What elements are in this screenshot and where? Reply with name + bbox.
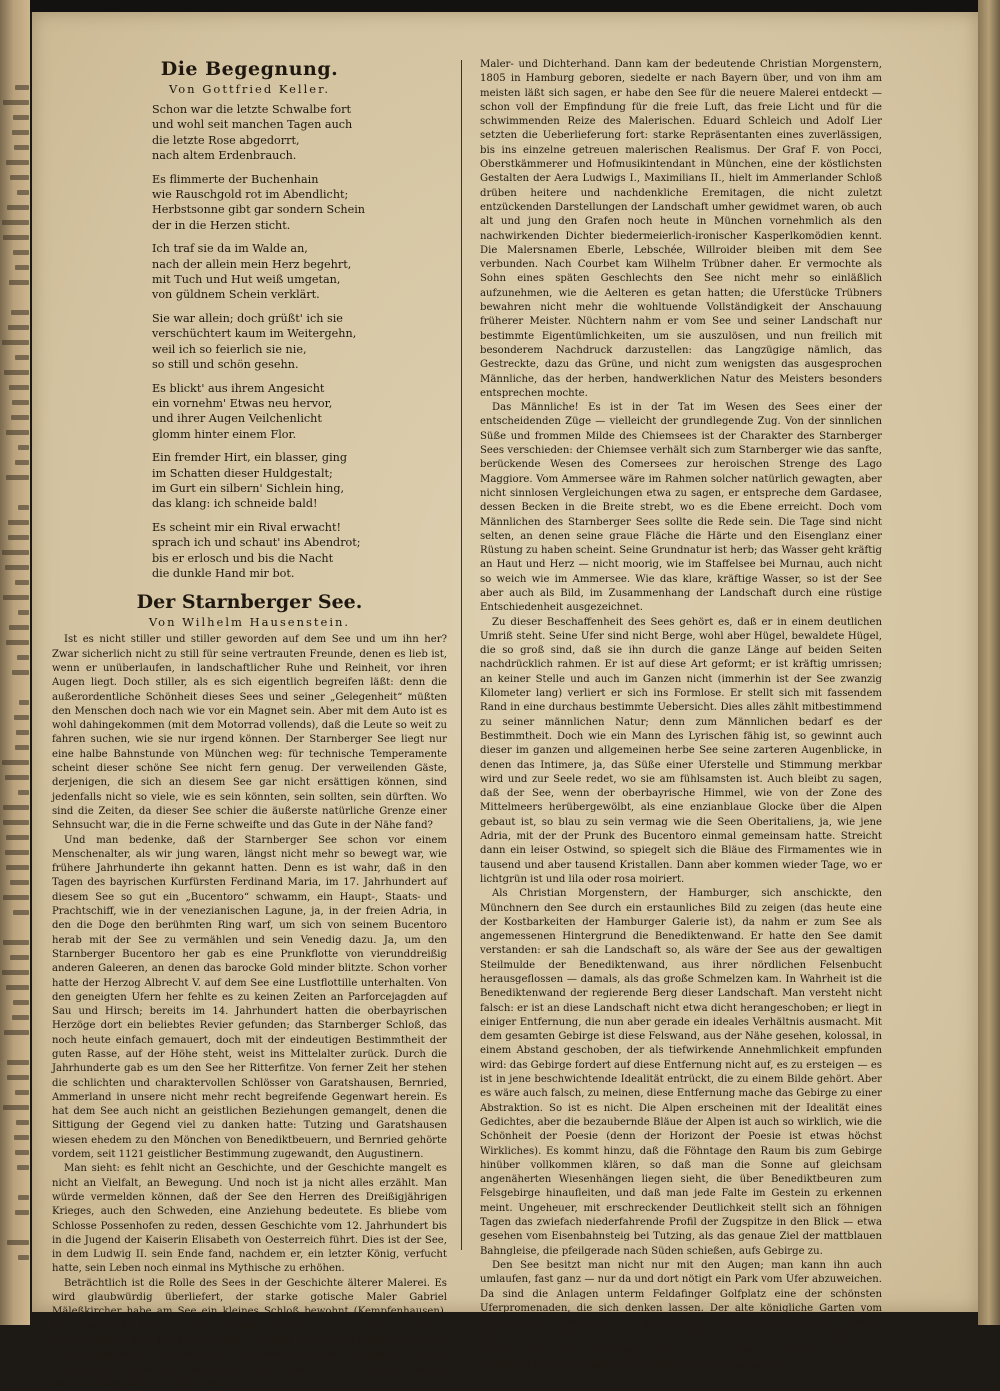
previous-page-text-fragment — [2, 760, 29, 765]
previous-page-text-fragment — [3, 940, 29, 945]
previous-page-text-fragment — [18, 790, 29, 795]
previous-page-text-fragment — [5, 850, 29, 855]
previous-page-text-fragment — [6, 985, 29, 990]
previous-page-text-fragment — [18, 610, 29, 615]
previous-page-text-fragment — [16, 730, 29, 735]
previous-page-text-fragment — [4, 1030, 29, 1035]
previous-page-text-fragment — [3, 595, 29, 600]
previous-page-text-fragment — [6, 475, 29, 480]
page-binding-edge — [978, 0, 1000, 1325]
previous-page-text-fragment — [13, 115, 29, 120]
previous-page-text-fragment — [6, 640, 29, 645]
previous-page-text-fragment — [9, 385, 29, 390]
previous-page-text-fragment — [6, 430, 29, 435]
previous-page-text-fragment — [18, 1195, 29, 1200]
previous-page-text-fragment — [12, 670, 29, 675]
previous-page-edge — [0, 0, 30, 1325]
article-paragraph: Maler- und Dichterhand. Dann kam der bedeutende Christian Morgenstern, 1805 in Hamburg geboren, siedelte er nach Bayern über, und von ihm am meisten läßt sich sagen, er habe den See für die neuere Malerei entdeckt — schon voll der Empfindung für die freie Luft, das freie Licht und für die schwimmenden Reize des Malerischen. Eduard Schleich und Adolf Lier setzten die Ueberlieferung fort: starke Repräsentanten eines zuverlässigen, bis ins einzelne getreuen malerischen Realismus. Der Graf F. von Pocci, Oberstkämmerer und Hofmusikintendant in München, eine der köstlichsten Gestalten der Aera Ludwigs I., Maximilians II., hielt im Ammerlander Schloß drüben heitere und nachdenkliche Eremitagen, die nicht zuletzt entzückenden Darstellungen der Landschaft umher gewidmet waren, ob auch alt und jung den Grafen noch heute in München vornehmlich als den nachwirkenden Dichter biedermeierlich-ironischer Kasperlkomödien kennt. Die Malersnamen Eberle, Lebschée, Willroider bleiben mit dem See verbunden. Nach Courbet kam Wilhelm Trübner daher. Er vermochte als Sohn eines späten Geschlechts den See nicht mehr so einläßlich aufzunehmen, wie die Aelteren es getan hatten; die Uferstücke Trübners bewahren nicht mehr die wohltuende Vollständigkeit der Anschauung früherer Meister. Nüchtern nahm er vom See und seiner Landschaft nur bestimmte Eigentümlichkeiten, um sie auszulösen, und nun freilich mit besonderem Nachdruck darzustellen: das Langzügige nämlich, das Gestreckte, dazu das Grüne, und nicht zum wenigsten das ausgesprochen Männliche, das der herben, handwerklichen Natur des Meisters besonders entsprechen mochte. — [480, 59, 882, 399]
previous-page-text-fragment — [14, 715, 29, 720]
previous-page-text-fragment — [7, 1060, 29, 1065]
column-divider — [461, 60, 462, 1250]
previous-page-text-fragment — [8, 325, 29, 330]
article-paragraph: Das Männliche! Es ist in der Tat im Wesen des Sees einer der entscheidenden Züge — vielleicht der grundlegende Zug. Von der sinnlichen Süße und frommen Milde des Chiemsees ist der Charakter des Starnberger Sees verschieden: der Chiemsee verhält sich zum Starnberger wie das sanfte, berückende Wesen des Comersees zur heroischen Strenge des Lago Maggiore. Vom Ammersee wäre im Rahmen solcher natürlich gewagten, aber nicht sinnlosen Vergleichungen etwa zu sagen, er entspreche dem Gardasee, dessen Becken in die Breite strebt, wo es die Ebene erreicht. Doch vom Männlichen des Starnberger Sees sollte die Rede sein. Die Tage sind nicht selten, an denen seine graue Fläche die Härte und den Eisenglanz einer Rüstung zu haben scheint. Seine Grundnatur ist herb; das Wasser geht kräftig an Haut und Herz — nicht moorig, wie im Staffelsee bei Murnau, auch nicht so weich wie im Ammersee. Wie das klare, kräftige Wasser, so ist der See aber auch als Bild, im Zusammenhang der Landschaft durch eine rüstige Entschiedenheit ausgezeichnet. — [480, 402, 882, 614]
previous-page-text-fragment — [12, 1015, 29, 1020]
article-paragraph: Man sieht: es fehlt nicht an Geschichte, und der Geschichte mangelt es nicht an Vielfalt, an Bewegung. Und noch ist ja nicht alles erzählt. Man würde vermelden können, daß der See den Herren des Dreißigjährigen Krieges, auch den Schweden, eine Anziehung bedeutete. Es bliebe vom Schlosse Possenhofen zu reden, dessen Geschichte vom 12. Jahrhundert bis in die Jugend der Kaiserin Elisabeth von Oesterreich führt. Dies ist der See, in dem Ludwig II. sein Ende fand, nachdem er, ein letzter König, verfucht hatte, sein Leben noch einmal ins Mythische zu erhöhen. — [52, 1163, 447, 1275]
poem-author: Von Gottfried Keller. — [169, 82, 330, 96]
previous-page-text-fragment — [13, 910, 29, 915]
previous-page-text-fragment — [15, 580, 29, 585]
previous-page-text-fragment — [15, 1210, 29, 1215]
previous-page-text-fragment — [6, 160, 29, 165]
article-paragraph: Und man bedenke, daß der Starnberger See schon vor einem Menschenalter, als wir jung waren, längst nicht mehr so bewegt war, wie frühere Jahrhunderte ihn gekannt hatten. Denn es ist wahr, daß in den Tagen des bayrischen Kurfürsten Ferdinand Maria, im 17. Jahrhundert auf diesem See so gut ein „Bucentoro“ schwamm, ein Haupt-, Staats- und Prachtschiff, wie in der venezianischen Lagune, ja, in der freien Adria, in den die Doge den berühmten Ring warf, um sich von seinem Bucentoro herab mit der See zu vermählen und sein Venedig dazu. Ja, um den Starnberger Bucentoro her gab es eine Prunkflotte von vierunddreißig anderen Galeeren, an denen das barocke Gold minder blitzte. Schon vorher hatte der Herzog Albrecht V. auf dem See eine Lustflottille unterhalten. Von den geneigten Ufern her fehlte es zu keinen Zeiten an Parforcejagden auf Sau und Hirsch; bereits im 14. Jahrhundert hatten die oberbayrischen Herzöge dort ein beliebtes Revier gefunden; das Starnberger Schloß, das noch heute einfach gemauert, doch mit der eindeutigen Bestimmtheit der guten Rasse, auf der Höhe steht, weist ins Mittelalter zurück. Durch die Jahrhunderte gab es um den See her Ritterfitze. Von ferner Zeit her stehen die schlichten und charaktervollen Schlösser von Garatshausen, Bernried, Ammerland in unsere nicht mehr recht begreifende Gegenwart herein. Es hat dem See auch nicht an geistlichen Beziehungen gemangelt, denen die Sittigung der Gegend viel zu danken hatte: Tutzing und Garatshausen wiesen ehedem zu den Mönchen von Benediktbeuern, und Bernried gehörte vordem, seit 1121 geistlicher Bestimmung zugewandt, den Augustinern. — [52, 834, 447, 1161]
previous-page-text-fragment — [8, 535, 29, 540]
previous-page-text-fragment — [16, 1120, 29, 1125]
poem-stanza: Es blickt' aus ihrem Angesicht ein vornehm' Etwas neu hervor, und ihrer Augen Veilchenlicht glomm hinter einem Flor. — [152, 381, 333, 441]
previous-page-text-fragment — [10, 175, 29, 180]
previous-page-text-fragment — [15, 1090, 29, 1095]
article-paragraph: Beträchtlich ist die Rolle des Sees in der Geschichte älterer Malerei. Es wird glaubwürdig überliefert, der starke gotische Maler Gabriel Mäleßkircher habe am See ein kleines Schloß bewohnt (Kempfenhausen). Das eigentliche Bild des Sees begann freilich erst um 1700, mit Franz Joachim Beich. Max Josef Wagenbauer sah den See wie ein Niederländer des 17. Jahrhunderts — staffierte das Ufer gern mit Kühen. Wilhelm von Kobell malte ihn mit einer stereoskopischen Deutlichkeit. Georg von Dillis weihte dieser Landschaft seine leise innige — [52, 1277, 447, 1389]
previous-page-text-fragment — [10, 880, 29, 885]
poem-stanza: Es flimmerte der Buchenhain wie Rauschgold rot im Abendlicht; Herbstsonne gibt gar sondern Schein der in die Herzen sticht. — [152, 172, 365, 232]
top-scan-border — [0, 0, 1000, 12]
previous-page-text-fragment — [9, 280, 29, 285]
previous-page-text-fragment — [3, 1105, 29, 1110]
right-column — [480, 58, 882, 1373]
previous-page-text-fragment — [7, 205, 29, 210]
previous-page-text-fragment — [14, 145, 29, 150]
previous-page-text-fragment — [3, 805, 29, 810]
previous-page-text-fragment — [4, 370, 29, 375]
previous-page-text-fragment — [2, 550, 29, 555]
previous-page-text-fragment — [15, 265, 29, 270]
previous-page-text-fragment — [5, 565, 29, 570]
previous-page-text-fragment — [17, 1165, 29, 1170]
previous-page-text-fragment — [2, 970, 29, 975]
poem-title: Die Begegnung. — [160, 58, 339, 80]
previous-page-text-fragment — [2, 220, 29, 225]
previous-page-text-fragment — [6, 835, 29, 840]
previous-page-text-fragment — [18, 505, 29, 510]
previous-page-text-fragment — [14, 1135, 29, 1140]
poem-stanza: Schon war die letzte Schwalbe fort und wohl seit manchen Tagen auch die letzte Rose abgedorrt, nach altem Erdenbrauch. — [152, 103, 353, 163]
previous-page-text-fragment — [5, 775, 29, 780]
previous-page-text-fragment — [18, 1255, 29, 1260]
previous-page-text-fragment — [17, 190, 29, 195]
previous-page-text-fragment — [2, 340, 29, 345]
previous-page-text-fragment — [15, 1150, 29, 1155]
previous-page-text-fragment — [17, 655, 29, 660]
left-column — [52, 58, 447, 1391]
article-title: Der Starnberger See. — [136, 591, 363, 614]
previous-page-text-fragment — [15, 745, 29, 750]
previous-page-text-fragment — [15, 85, 29, 90]
poem-stanza: Ich traf sie da im Walde an, nach der allein mein Herz begehrt, mit Tuch und Hut weiß umgetan, von güldnem Schein verklärt. — [152, 242, 352, 302]
previous-page-text-fragment — [3, 235, 29, 240]
previous-page-text-fragment — [12, 130, 29, 135]
previous-page-text-fragment — [3, 100, 29, 105]
poem-body — [52, 102, 447, 581]
previous-page-text-fragment — [3, 820, 29, 825]
poem-stanza: Sie war allein; doch grüßt' ich sie verschüchtert kaum im Weitergehn, weil ich so feierlich sie nie, so still und schön gesehn. — [152, 311, 357, 372]
previous-page-text-fragment — [15, 460, 29, 465]
previous-page-text-fragment — [12, 400, 29, 405]
previous-page-text-fragment — [10, 955, 29, 960]
previous-page-text-fragment — [11, 310, 29, 315]
previous-page-text-fragment — [9, 625, 29, 630]
previous-page-text-fragment — [19, 700, 29, 705]
previous-page-text-fragment — [3, 895, 29, 900]
previous-page-text-fragment — [7, 1240, 29, 1245]
poem-stanza: Ein fremder Hirt, ein blasser, ging im Schatten dieser Huldgestalt; im Gurt ein silbern' Sichlein hing, das klang: ich schneide bald! — [152, 451, 348, 511]
article-paragraph: Als Christian Morgenstern, der Hamburger, sich anschickte, den Münchnern den See durch ein erstaunliches Bild zu zeigen (das heute eine der Kostbarkeiten der Hamburger Galerie ist), da nahm er zum See als angemessenen Hintergrund die Benediktenwand. Er hatte den See damit verstanden: er sah die Landschaft so, als wäre der See aus der gewaltigen Steilmulde der Benediktenwand, aus ihrer nördlichen Felsenbucht herausgeflossen — damals, als das große Schmelzen kam. In Wahrheit ist die Benediktenwand der regierende Berg dieser Landschaft. Man versteht nicht falsch: er ist an diese Landschaft nicht etwa dicht herangeschoben; er liegt in einiger Entfernung, die nun aber gerade ein ideales Verhältnis ausmacht. Mit dem gesamten Gebirge ist diese Felswand, aus der Nähe gesehen, kolossal, in einem Abstand geschoben, der als tiefwirkende Annehmlichkeit empfunden wird: das Gebirge fordert auf diese Entfernung nicht auf, es zu ersteigen — es ist in jene beschwichtende Idealität entrückt, die zu einem Bilde gehört. Aber es wäre auch falsch, zu meinen, diese Entfernung mache das Gebirge zu einer Abstraktion. So ist es nicht. Die Alpen erscheinen mit der Idealität eines Gedichtes, aber die bezaubernde Bläue der Alpen ist auch so wirklich, wie die Schönheit der Poesie (denn der Horizont der Poesie ist etwas höchst Wirkliches). Es kommt hinzu, daß die Föhntage den Raum bis zum Gebirge hinüber vollkommen klären, so daß man die Sonne auf gleichsam angenäherten Wiesenhängen liegen sieht, die über Benediktbeuren zum Felsgebirge hinaufleiten, und daß man jede Falte im Gestein zu erkennen meint. Ungeheuer, mit erschreckender Deutlichkeit stellt sich an föhnigen Tagen das zwiefach niederfahrende Profil der Zugspitze in den Blick — etwa gesehen vom Eisenbahnsteig bei Tutzing, als das genaue Ziel der mattblauen Bahngleise, die pfeilgerade nach Süden schießen, aufs Gebirge zu. — [480, 888, 883, 1257]
previous-page-text-fragment — [11, 415, 29, 420]
poem-stanza: Es scheint mir ein Rival erwacht! sprach ich und schaut' ins Abendrot; bis er erlosch und bis die Nacht die dunkle Hand mir bot. — [152, 520, 361, 580]
article-author: Von Wilhelm Hausenstein. — [148, 615, 351, 630]
previous-page-text-fragment — [18, 445, 29, 450]
article-paragraph: Zu dieser Beschaffenheit des Sees gehört es, daß er in einem deutlichen Umriß steht. Seine Ufer sind nicht Berge, wohl aber Hügel, bewaldete Hügel, die so groß sind, daß sie ihn durch die ganze Länge auf beiden Seiten nachdrücklich rahmen. Er ist auf diese Art geformt; er ist kräftig umrissen; an keiner Stelle und auch im Ganzen nicht (immerhin ist der See zwanzig Kilometer lang) verliert er sich ins Formlose. Er stellt sich mit fassendem Rand in eine durchaus bestimmte Uebersicht. Dies alles zählt mitbestimmend zu seiner männlichen Natur; denn zum Männlichen bedarf es der Bestimmtheit. Doch wie ein Mann des Lyrischen fähig ist, so gewinnt auch dieser im ganzen und allgemeinen herbe See seine zarteren Augenblicke, in denen das Intimere, ja, das Süße einer Uferstelle und Stimmung merkbar wird und zur Seele redet, wo sie am fühlsamsten ist. Auch bleibt zu sagen, daß der See, wenn der oberbayrische Himmel, wie von der Zone des Mittelmeers herübergewölbt, als eine enzianblaue Glocke über die Alpen gebaut ist, so blau zu sein vermag wie die Seen Oberitaliens, ja, wie jene Adria, mit der der Prunk des Bucentoro einmal gemeinsam hatte. Streicht dann ein leiser Ostwind, so spiegelt sich die Bläue des Firmamentes wie in tausend und aber tausend Kristallen. Dann aber kommen wieder Tage, wo er lichtgrün ist und lila oder rosa moiriert. — [480, 616, 882, 885]
article-paragraph: Den See besitzt man nicht nur mit den Augen; man kann ihn auch umlaufen, fast ganz — nur da und dort nötigt ein Park vom Ufer abzuweichen. Da sind die Anlagen unterm Feldafinger Golfplatz eine der schönsten Uferpromenaden, die sich denken lassen. Der alte königliche Garten vom Berg ist nicht verfperrt. Der weitläufigste Park am See steht dem Zutritt offen: der von Bernried, der es den schönsten Parks unserer Zone gleichtun dürfte. Rehe laufen unbefangen darin umher. Zwischen Buchen aber und Eichen ist dort allenthalben ein ungeheurer Zweikampf der — [480, 1259, 882, 1372]
previous-page-text-fragment — [13, 1000, 29, 1005]
previous-page-text-fragment — [13, 250, 29, 255]
previous-page-text-fragment — [7, 1075, 29, 1080]
article-paragraph: Ist es nicht stiller und stiller geworden auf dem See und um ihn her? Zwar sicherlich nicht zu still für seine vertrauten Freunde, denen es lieb ist, wenn er unüberlaufen, in landschaftlicher Ruhe und Reinheit, vor ihren Augen liegt. Doch stiller, als es sich eigentlich begreifen läßt: denn die außerordentliche Schönheit dieses Sees und seiner „Gelegenheit“ müßten den Menschen doch nach wie vor ein Magnet sein. Aber mit dem Auto ist es wohl dahingekommen (mit dem Motorrad vollends), daß die Leute so weit zu fahren suchen, wie sie nur irgend können. Der Starnberger See liegt nur eine halbe Bahnstunde von München weg: für technische Temperamente scheint dieser schöne See nicht fern genug. Der verweilenden Gäste, derjenigen, die sich an diesem See gar nicht ersättigen können, sind jedenfalls nicht so viele, wie es sein könnten, sein sollten, sein dürften. Wo sind die Zeiten, da dieser See schier die äußerste natürliche Grenze einer Sehnsucht war, die in die Ferne schweifte und das Gute in der Nähe fand? — [52, 634, 447, 832]
previous-page-text-fragment — [15, 355, 29, 360]
previous-page-text-fragment — [8, 520, 29, 525]
previous-page-text-fragment — [6, 865, 29, 870]
